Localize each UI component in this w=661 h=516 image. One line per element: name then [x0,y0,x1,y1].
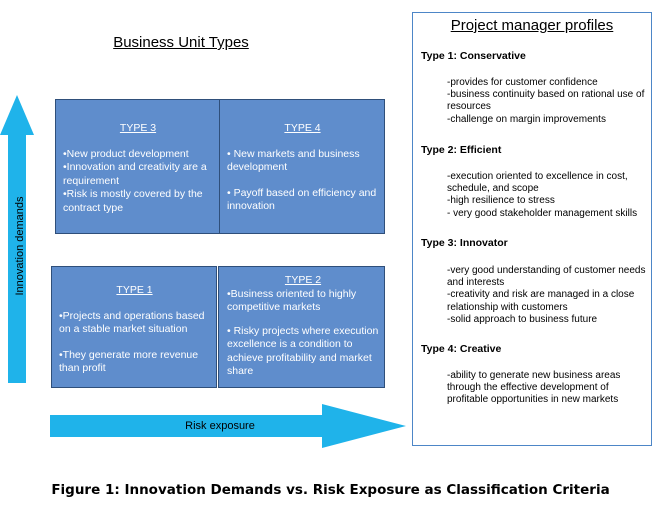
profile-lines-type-2: -execution oriented to excellence in cost, schedule, and scope -high resilience to stress - very good stakeholder management skills [447,171,638,219]
profile-lines-type-4: -ability to generate new business areas through the effective development of profitable opportunities in new markets [447,370,621,406]
quadrant-item: •New product development •Innovation and creativity are a requirement •Risk is mostly covered by the contract type [63,147,207,214]
quadrant-item: • New markets and business development [227,147,360,173]
innovation-demands-label: Innovation demands [14,196,26,296]
quadrant-title: TYPE 2 [284,274,322,286]
quadrant-type-1 [51,266,217,388]
quadrant-title: TYPE 4 [284,122,321,134]
profiles-title: Project manager profiles [450,17,614,34]
quadrant-item: • Payoff based on efficiency and innovation [227,186,377,212]
figure-caption: Figure 1: Innovation Demands vs. Risk Exposure as Classification Criteria [51,482,610,498]
profile-heading-type-3: Type 3: Innovator [421,237,508,249]
quadrant-item: •Projects and operations based on a stable market situation [59,309,205,335]
quadrant-item: •Business oriented to highly competitive markets [227,287,357,313]
quadrant-item: •They generate more revenue than profit [59,348,199,374]
profile-lines-type-1: -provides for customer confidence -business continuity based on rational use of resources -challenge on margin improvements [447,77,645,125]
quadrant-type-2 [218,266,385,388]
profile-lines-type-3: -very good understanding of customer needs and interests -creativity and risk are managed in a close relationship with customers -solid approach to business future [447,265,646,325]
profile-heading-type-4: Type 4: Creative [421,343,502,355]
quadrant-type-4 [219,99,385,234]
profile-heading-type-1: Type 1: Conservative [421,50,526,62]
risk-exposure-label: Risk exposure [185,420,255,432]
quadrant-item: • Risky projects where execution excellence is a condition to achieve profitability and market share [227,324,379,377]
business-unit-types-title: Business Unit Types [113,34,249,51]
profile-heading-type-2: Type 2: Efficient [421,144,502,156]
project-manager-profiles-panel [412,12,652,446]
quadrant-title: TYPE 1 [116,284,153,296]
quadrant-title: TYPE 3 [119,122,157,134]
quadrant-type-3 [55,99,220,234]
